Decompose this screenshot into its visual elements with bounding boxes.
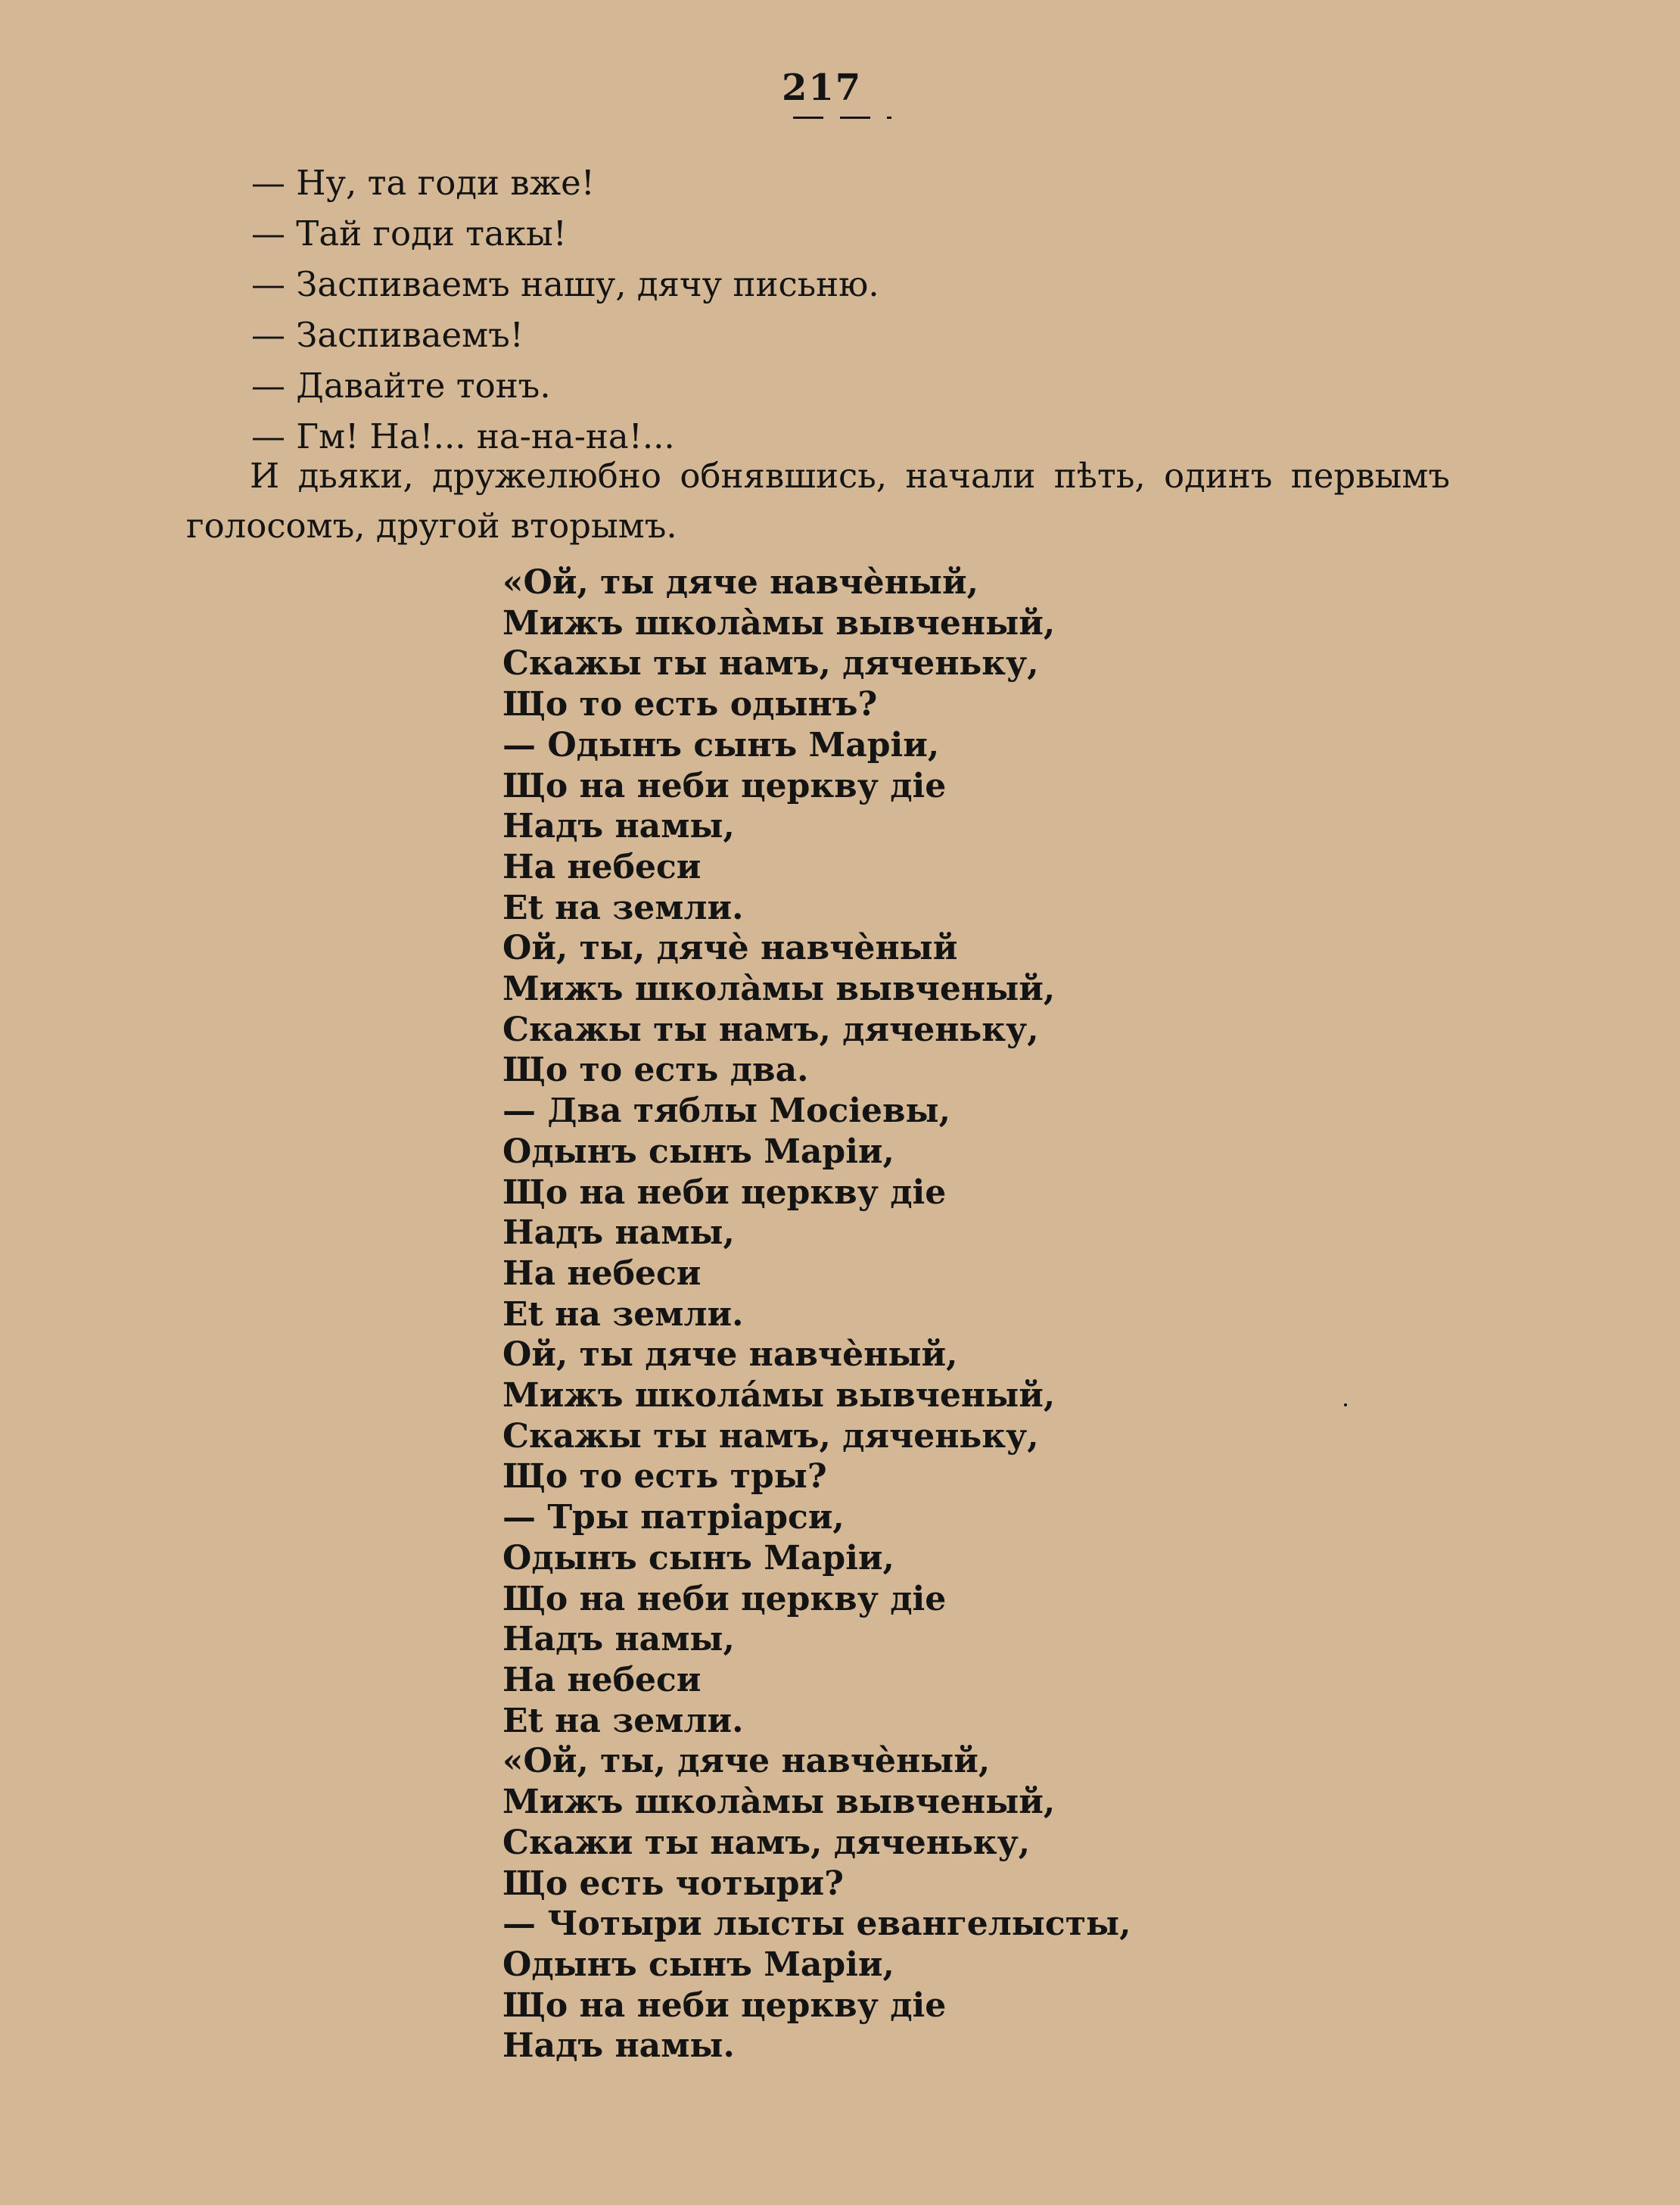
song-line: Що на неби церкву діе bbox=[502, 1985, 947, 2025]
dialogue-line: — Тай годи такы! bbox=[251, 213, 567, 254]
song-line: Скажы ты намъ, дяченьку, bbox=[502, 1416, 1039, 1456]
song-line: Що то есть два. bbox=[502, 1051, 809, 1090]
song-line: Мижъ школа̀мы вывченый, bbox=[502, 603, 1056, 643]
song-line: Одынъ сынъ Маріи, bbox=[502, 1945, 894, 1984]
song-line: Скажы ты намъ, дяченьку, bbox=[502, 644, 1039, 684]
song-line: Ой, ты, дячѐ навчѐный bbox=[502, 929, 958, 968]
song-line: Et на земли. bbox=[502, 1701, 744, 1740]
dialogue-line: — Заспиваемъ! bbox=[251, 315, 524, 355]
dialogue-block bbox=[251, 157, 879, 462]
song-line: На небеси bbox=[502, 1660, 702, 1699]
song-line: Що то есть одынъ? bbox=[502, 685, 878, 724]
song-line: Одынъ сынъ Маріи, bbox=[502, 1538, 894, 1577]
page-number: 217 bbox=[782, 67, 863, 109]
song-line: Скажы ты намъ, дяченьку, bbox=[502, 1010, 1039, 1049]
song-line: Ой, ты дяче навчѐный, bbox=[502, 1335, 958, 1375]
song-line: Що то есть тры? bbox=[502, 1457, 827, 1496]
song-line: «Ой, ты, дяче навчѐный, bbox=[502, 1742, 991, 1781]
song-line: Що есть чотыри? bbox=[502, 1864, 844, 1903]
song-line: Et на земли. bbox=[502, 888, 744, 927]
song-line: Одынъ сынъ Маріи, bbox=[502, 1132, 894, 1171]
dialogue-line: — Гм! На!... на-на-на!... bbox=[251, 416, 675, 456]
dialogue-line: — Заспиваемъ нашу, дячу письню. bbox=[251, 264, 879, 304]
song-line: Надъ намы. bbox=[502, 2026, 735, 2066]
song-line: Мижъ школа̀мы вывченый, bbox=[502, 970, 1056, 1009]
narration-paragraph: И дьяки, дружелюбно обнявшись, начали пѣть, одинъ первымъ голосомъ, другой вторымъ. bbox=[186, 456, 1450, 546]
song-line: Et на земли. bbox=[502, 1294, 744, 1334]
song-line: Надъ намы, bbox=[502, 807, 735, 846]
song-line: Що на неби церкву діе bbox=[502, 1579, 947, 1618]
song-verses bbox=[502, 562, 1131, 2066]
song-line: Надъ намы, bbox=[502, 1213, 735, 1253]
dialogue-line: — Ну, та годи вже! bbox=[251, 163, 595, 203]
song-line: Що на неби церкву діе bbox=[502, 766, 947, 805]
song-line: Що на неби церкву діе bbox=[502, 1173, 947, 1212]
page-number-rule bbox=[793, 117, 891, 119]
print-speck bbox=[1344, 1403, 1347, 1406]
song-line: На небеси bbox=[502, 847, 702, 886]
song-line: — Тры патріарси, bbox=[502, 1498, 845, 1537]
song-line: Мижъ школа́мы вывченый, bbox=[502, 1376, 1056, 1415]
song-line: На небеси bbox=[502, 1254, 702, 1293]
song-line: — Чотыри лысты евангелысты, bbox=[502, 1904, 1131, 1944]
song-line: — Одынъ сынъ Маріи, bbox=[502, 725, 940, 765]
song-line: Мижъ школа̀мы вывченый, bbox=[502, 1783, 1056, 1822]
song-line: Скажи ты намъ, дяченьку, bbox=[502, 1823, 1031, 1862]
song-line: «Ой, ты дяче навчѐный, bbox=[502, 563, 978, 602]
song-line: Надъ намы, bbox=[502, 1620, 735, 1659]
dialogue-line: — Давайте тонъ. bbox=[251, 366, 551, 406]
song-line: — Два тяблы Мосіевы, bbox=[502, 1092, 950, 1131]
